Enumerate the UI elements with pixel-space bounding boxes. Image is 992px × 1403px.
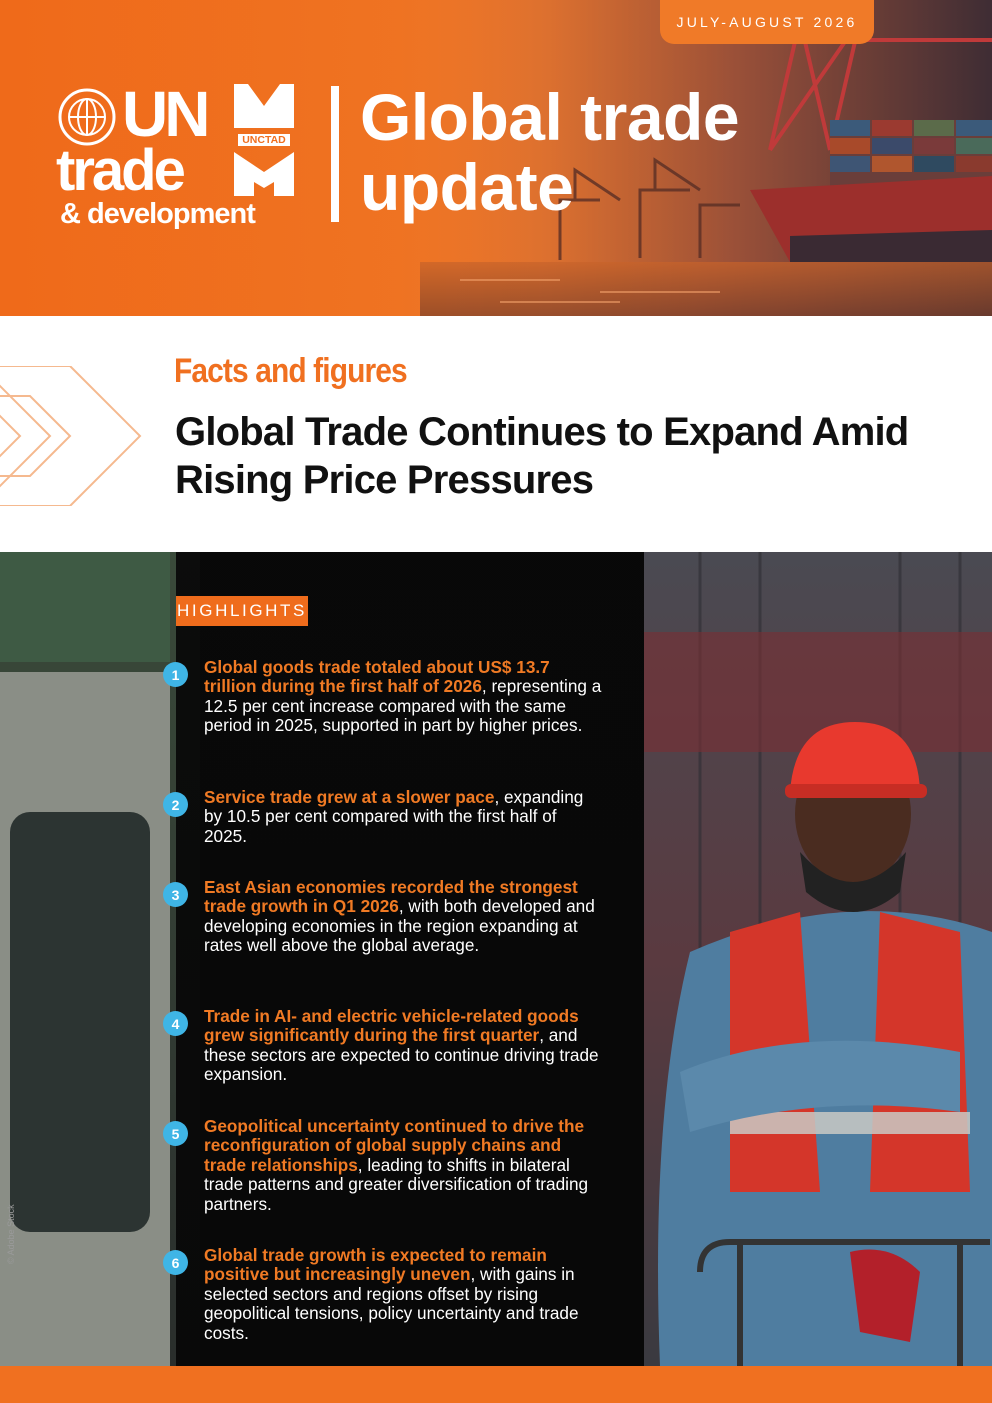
highlight-number-badge: 2 bbox=[163, 792, 188, 817]
photo-credit: © Adobe Stock bbox=[6, 1204, 16, 1264]
highlight-number-badge: 4 bbox=[163, 1011, 188, 1036]
unctad-label: UNCTAD bbox=[238, 134, 290, 146]
section-kicker: Facts and figures bbox=[174, 352, 407, 390]
highlight-body: , with gains in selected sectors and regions offset by rising geopolitical tensions, policy uncertainty and trade costs. bbox=[204, 1264, 579, 1343]
highlight-body: , and these sectors are expected to continue driving trade expansion. bbox=[204, 1025, 599, 1085]
highlight-text bbox=[204, 658, 604, 736]
logo-development-text: & development bbox=[60, 198, 255, 230]
highlight-body: , representing a 12.5 per cent increase compared with the same period in 2025, supported in part by higher prices. bbox=[204, 676, 602, 736]
title-divider bbox=[331, 86, 339, 222]
highlight-emphasis: Global goods trade totaled about US$ 13.7 trillion during the first half of 2026 bbox=[204, 657, 550, 697]
highlight-number-badge: 3 bbox=[163, 882, 188, 907]
highlight-body: , leading to shifts in bilateral trade patterns and greater diversification of trading partners. bbox=[204, 1154, 589, 1214]
highlight-emphasis: Global trade growth is expected to remain positive but increasingly uneven bbox=[204, 1245, 547, 1285]
highlight-emphasis: East Asian economies recorded the strongest trade growth in Q1 2026 bbox=[204, 877, 578, 917]
highlight-emphasis: Service trade grew at a slower pace bbox=[204, 787, 495, 807]
issue-date-tab: JULY-AUGUST 2026 bbox=[660, 0, 874, 44]
highlight-body: , with both developed and developing economies in the region expanding at rates well above the global average. bbox=[204, 896, 595, 956]
highlight-text bbox=[204, 878, 604, 956]
highlight-emphasis: Geopolitical uncertainty continued to drive the reconfiguration of global supply chains and trade relationships bbox=[204, 1116, 585, 1175]
highlight-emphasis: Trade in AI- and electric vehicle-related goods grew significantly during the first quarter bbox=[204, 1006, 579, 1046]
highlights-label: HIGHLIGHTS bbox=[176, 596, 308, 626]
publication-title: Global trade update bbox=[360, 80, 740, 224]
highlight-number-badge: 5 bbox=[163, 1121, 188, 1146]
highlights-photo-section bbox=[0, 552, 992, 1366]
highlight-text bbox=[204, 1117, 604, 1214]
footer-bar bbox=[0, 1366, 992, 1403]
highlight-body: , expanding by 10.5 per cent compared with the first half of 2025. bbox=[204, 787, 584, 846]
section-headline: Global Trade Continues to Expand Amid Rising Price Pressures bbox=[175, 410, 909, 502]
highlight-number-badge: 1 bbox=[163, 662, 188, 687]
chevron-arrows-icon bbox=[0, 366, 150, 506]
un-trade-development-logo bbox=[56, 78, 296, 234]
highlight-text bbox=[204, 788, 604, 846]
header-banner bbox=[0, 0, 992, 316]
facts-section bbox=[0, 316, 992, 552]
highlight-text bbox=[204, 1007, 604, 1085]
logo-un-text: UN bbox=[122, 78, 207, 150]
highlight-number-badge: 6 bbox=[163, 1250, 188, 1275]
highlight-text bbox=[204, 1246, 604, 1343]
logo-trade-text: trade bbox=[56, 138, 183, 203]
